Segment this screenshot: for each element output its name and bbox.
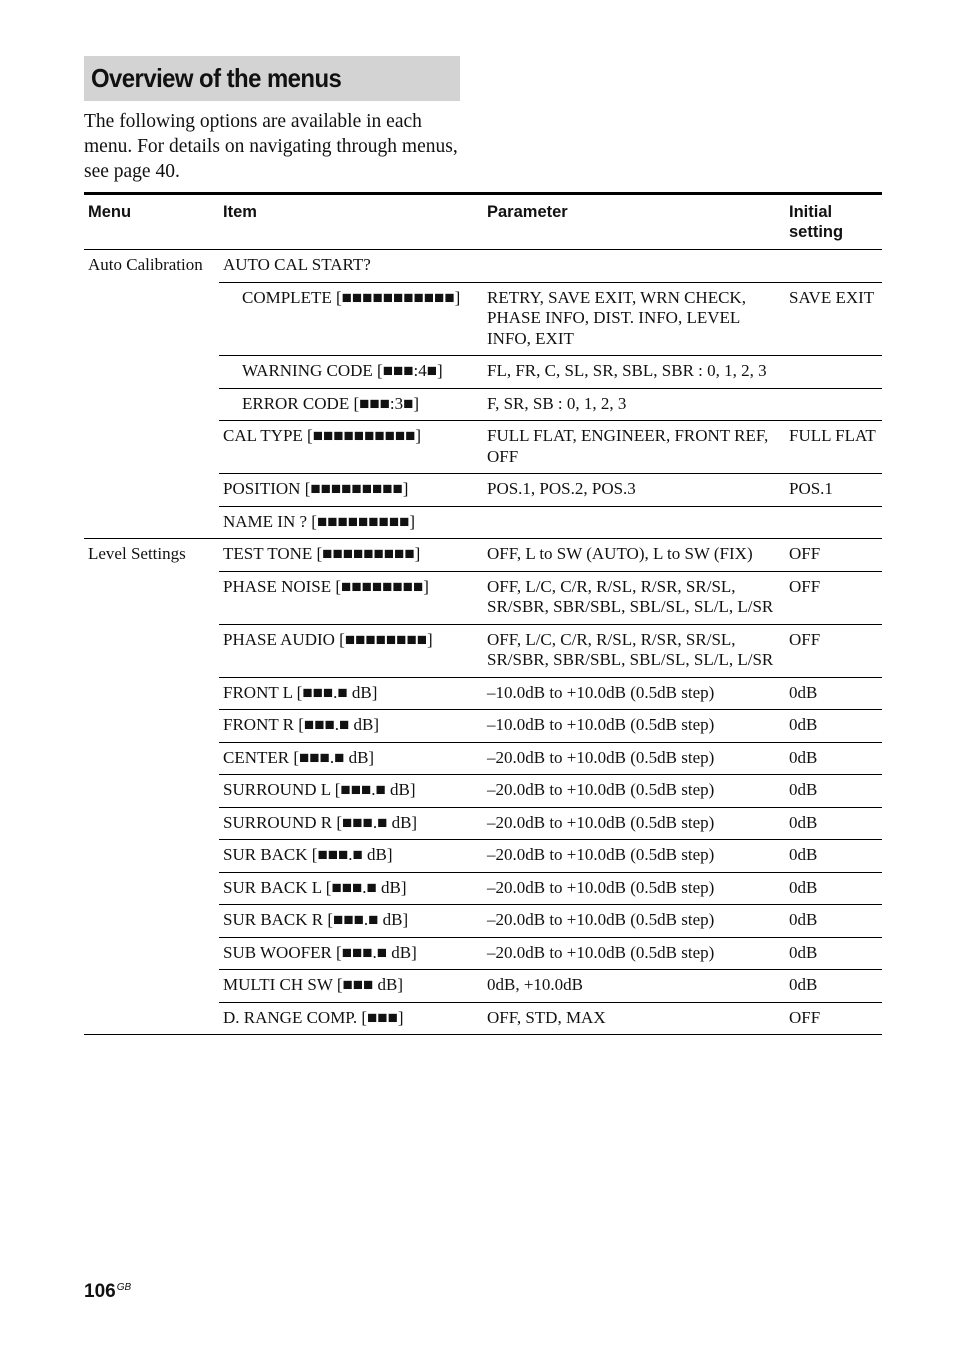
parameter-cell: FULL FLAT, ENGINEER, FRONT REF, OFF <box>483 421 785 474</box>
page-number <box>84 1281 131 1303</box>
initial-setting-cell: 0dB <box>785 872 882 905</box>
menu-cell <box>84 970 219 1003</box>
table-row <box>84 539 882 572</box>
menu-cell <box>84 710 219 743</box>
menu-cell: Level Settings <box>88 544 186 563</box>
page-number-value: 106 <box>84 1281 116 1302</box>
menu-cell <box>84 421 219 474</box>
initial-setting-cell: OFF <box>785 571 882 624</box>
menu-cell <box>84 677 219 710</box>
item-cell: SURROUND R [■■■.■ dB] <box>219 807 483 840</box>
item-cell: FRONT R [■■■.■ dB] <box>219 710 483 743</box>
menu-cell <box>84 807 219 840</box>
section-heading-box <box>84 56 460 101</box>
parameter-cell: –20.0dB to +10.0dB (0.5dB step) <box>483 742 785 775</box>
header-menu: Menu <box>84 195 219 250</box>
initial-setting-cell: 0dB <box>785 937 882 970</box>
table-row <box>84 742 882 775</box>
item-cell: AUTO CAL START? <box>219 250 483 283</box>
initial-setting-cell: 0dB <box>785 775 882 808</box>
initial-setting-cell: 0dB <box>785 742 882 775</box>
item-cell: MULTI CH SW [■■■ dB] <box>219 970 483 1003</box>
initial-setting-cell <box>785 506 882 539</box>
menu-cell <box>84 872 219 905</box>
parameter-cell: RETRY, SAVE EXIT, WRN CHECK, PHASE INFO, DIST. INFO, LEVEL INFO, EXIT <box>483 282 785 356</box>
table-body <box>84 250 882 1035</box>
table-row <box>84 1002 882 1035</box>
table-header-row <box>84 195 882 250</box>
parameter-cell: OFF, L to SW (AUTO), L to SW (FIX) <box>483 539 785 572</box>
table-row <box>84 840 882 873</box>
initial-setting-cell <box>785 356 882 389</box>
parameter-cell: –20.0dB to +10.0dB (0.5dB step) <box>483 840 785 873</box>
initial-setting-cell: FULL FLAT <box>785 421 882 474</box>
table-row <box>84 388 882 421</box>
menu-cell <box>84 840 219 873</box>
table-row <box>84 282 882 356</box>
table-row <box>84 677 882 710</box>
item-cell: SUB WOOFER [■■■.■ dB] <box>219 937 483 970</box>
page-number-suffix: GB <box>116 1281 132 1293</box>
parameter-cell: OFF, L/C, C/R, R/SL, R/SR, SR/SL, SR/SBR, SBR/SBL, SBL/SL, SL/L, L/SR <box>483 571 785 624</box>
table-row <box>84 775 882 808</box>
header-item: Item <box>219 195 483 250</box>
initial-setting-cell: 0dB <box>785 905 882 938</box>
parameter-cell: 0dB, +10.0dB <box>483 970 785 1003</box>
initial-setting-cell: 0dB <box>785 840 882 873</box>
item-cell: COMPLETE [■■■■■■■■■■■] <box>219 282 483 356</box>
initial-setting-cell: 0dB <box>785 677 882 710</box>
intro-paragraph: The following options are available in each menu. For details on navigating through menus, see page 40. <box>84 111 458 182</box>
menu-cell <box>84 742 219 775</box>
item-cell: D. RANGE COMP. [■■■] <box>219 1002 483 1035</box>
menu-cell <box>84 937 219 970</box>
table-row <box>84 905 882 938</box>
table-row <box>84 571 882 624</box>
parameter-cell: –20.0dB to +10.0dB (0.5dB step) <box>483 872 785 905</box>
parameter-cell <box>483 250 785 283</box>
parameter-cell: FL, FR, C, SL, SR, SBL, SBR : 0, 1, 2, 3 <box>483 356 785 389</box>
item-cell: CAL TYPE [■■■■■■■■■■] <box>219 421 483 474</box>
item-cell: TEST TONE [■■■■■■■■■] <box>219 539 483 572</box>
item-cell: WARNING CODE [■■■:4■] <box>219 356 483 389</box>
initial-setting-cell: OFF <box>785 1002 882 1035</box>
item-cell: PHASE AUDIO [■■■■■■■■] <box>219 624 483 677</box>
table-row <box>84 624 882 677</box>
initial-setting-cell: OFF <box>785 539 882 572</box>
item-cell: FRONT L [■■■.■ dB] <box>219 677 483 710</box>
table-row <box>84 506 882 539</box>
item-cell: PHASE NOISE [■■■■■■■■] <box>219 571 483 624</box>
item-cell: SUR BACK R [■■■.■ dB] <box>219 905 483 938</box>
parameter-cell: –10.0dB to +10.0dB (0.5dB step) <box>483 710 785 743</box>
parameter-cell: –20.0dB to +10.0dB (0.5dB step) <box>483 807 785 840</box>
table-row <box>84 356 882 389</box>
menu-cell <box>84 506 219 539</box>
item-cell: NAME IN ? [■■■■■■■■■] <box>219 506 483 539</box>
table-row <box>84 474 882 507</box>
menu-cell <box>84 474 219 507</box>
initial-setting-cell: 0dB <box>785 710 882 743</box>
initial-setting-cell: SAVE EXIT <box>785 282 882 356</box>
parameter-cell: OFF, STD, MAX <box>483 1002 785 1035</box>
table-row <box>84 872 882 905</box>
table-row <box>84 807 882 840</box>
parameter-cell: –20.0dB to +10.0dB (0.5dB step) <box>483 937 785 970</box>
initial-setting-cell: 0dB <box>785 807 882 840</box>
header-initial-setting: Initial setting <box>785 195 882 250</box>
menu-cell <box>84 905 219 938</box>
header-parameter: Parameter <box>483 195 785 250</box>
parameter-cell <box>483 506 785 539</box>
item-cell: ERROR CODE [■■■:3■] <box>219 388 483 421</box>
menu-cell: Auto Calibration <box>88 255 203 274</box>
menu-cell <box>84 282 219 356</box>
initial-setting-cell: OFF <box>785 624 882 677</box>
initial-setting-cell: 0dB <box>785 970 882 1003</box>
menu-overview-table <box>84 192 882 1035</box>
table-row <box>84 250 882 283</box>
menu-cell <box>84 388 219 421</box>
item-cell: POSITION [■■■■■■■■■] <box>219 474 483 507</box>
table-row <box>84 421 882 474</box>
menu-cell <box>84 356 219 389</box>
parameter-cell: –20.0dB to +10.0dB (0.5dB step) <box>483 905 785 938</box>
initial-setting-cell <box>785 388 882 421</box>
table-row <box>84 710 882 743</box>
item-cell: SUR BACK [■■■.■ dB] <box>219 840 483 873</box>
menu-cell <box>84 775 219 808</box>
table-row <box>84 970 882 1003</box>
parameter-cell: F, SR, SB : 0, 1, 2, 3 <box>483 388 785 421</box>
item-cell: SURROUND L [■■■.■ dB] <box>219 775 483 808</box>
initial-setting-cell <box>785 250 882 283</box>
item-cell: SUR BACK L [■■■.■ dB] <box>219 872 483 905</box>
parameter-cell: –20.0dB to +10.0dB (0.5dB step) <box>483 775 785 808</box>
item-cell: CENTER [■■■.■ dB] <box>219 742 483 775</box>
parameter-cell: POS.1, POS.2, POS.3 <box>483 474 785 507</box>
parameter-cell: –10.0dB to +10.0dB (0.5dB step) <box>483 677 785 710</box>
menu-cell <box>84 624 219 677</box>
menu-cell <box>84 571 219 624</box>
parameter-cell: OFF, L/C, C/R, R/SL, R/SR, SR/SL, SR/SBR, SBR/SBL, SBL/SL, SL/L, L/SR <box>483 624 785 677</box>
table-row <box>84 937 882 970</box>
initial-setting-cell: POS.1 <box>785 474 882 507</box>
menu-cell <box>84 1002 219 1035</box>
section-heading: Overview of the menus <box>91 63 342 93</box>
